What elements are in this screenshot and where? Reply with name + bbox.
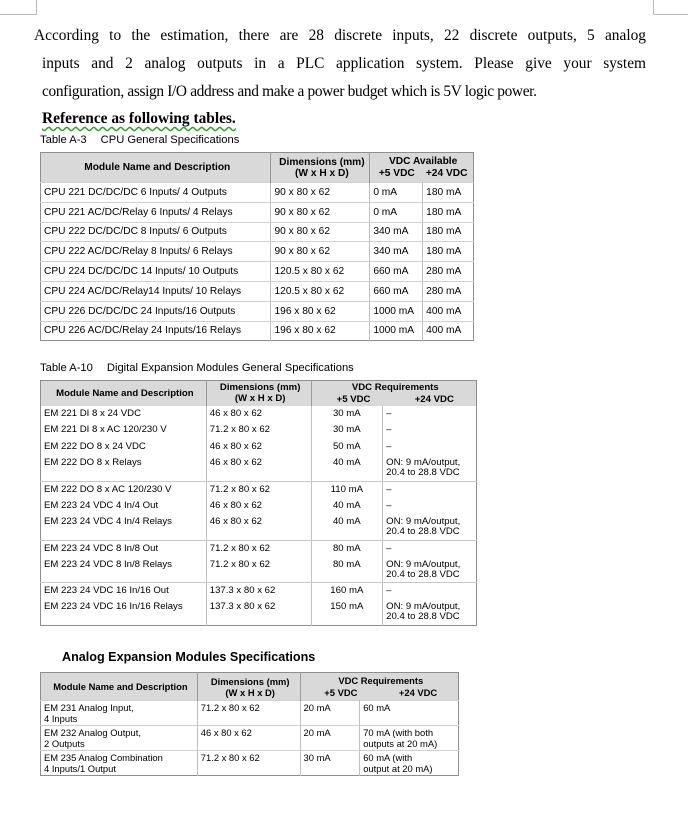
cell-5vdc: 1000 mA [370, 301, 423, 321]
header-5vdc: +5 VDC [378, 168, 415, 179]
table-row [41, 726, 459, 751]
header-dimensions: Dimensions (mm) (W x H x D) [271, 153, 370, 183]
cell-24vdc: 60 mA (with output at 20 mA) [363, 752, 433, 774]
table-row [41, 498, 477, 515]
page-corner-mark-left [0, 0, 37, 15]
table-a10-caption [40, 362, 354, 374]
cell-5vdc: 20 mA [300, 701, 360, 726]
cell-module-name: EM 221 DI 8 x 24 VDC [41, 406, 207, 423]
cell-module-name: CPU 224 DC/DC/DC 14 Inputs/ 10 Outputs [41, 262, 271, 282]
cell-dimensions: 46 x 80 x 62 [206, 406, 311, 423]
cell-module-name: EM 223 24 VDC 8 In/8 Relays [41, 557, 207, 583]
cell-dimensions: 71.2 x 80 x 62 [197, 751, 300, 776]
cell-24vdc: – [386, 483, 392, 495]
cell-dimensions: 71.2 x 80 x 62 [206, 557, 311, 583]
header-dimensions: Dimensions (mm) (W x H x D) [197, 673, 300, 701]
table-row [41, 242, 474, 262]
header-vdc-requirements: VDC Requirements +5 VDC +24 VDC [324, 675, 438, 698]
cell-24vdc: – [386, 424, 392, 435]
cell-24vdc: ON: 9 mA/output, 20.4 to 28.8 VDC [383, 514, 477, 540]
table-row [41, 439, 477, 456]
cell-24vdc: 400 mA [426, 305, 462, 317]
table-header-row [41, 381, 477, 406]
digital-expansion-table [40, 380, 477, 626]
header-vdc-requirements: VDC Requirements +5 VDC +24 VDC [336, 381, 454, 405]
cell-5vdc: 150 mA [311, 599, 383, 625]
cell-module-name: EM 223 24 VDC 16 In/16 Out [41, 583, 207, 600]
question-line: inputs and 2 analog outputs in a PLC application system. Please give your system [42, 55, 646, 72]
cell-24vdc: 280 mA [426, 285, 462, 297]
cell-24vdc: – [386, 499, 392, 511]
cell-dimensions: 90 x 80 x 62 [271, 222, 370, 242]
table-row [41, 222, 474, 242]
cell-module-name: EM 223 24 VDC 4 In/4 Relays [41, 514, 207, 540]
table-a3-title: CPU General Specifications [100, 134, 240, 146]
table-header-row [41, 153, 474, 183]
table-row [41, 422, 477, 439]
reference-heading: Reference as following tables. [42, 110, 236, 127]
cell-24vdc: – [386, 407, 392, 419]
cell-module-name: CPU 221 AC/DC/Relay 6 Inputs/ 4 Relays [41, 202, 271, 222]
cell-dimensions: 71.2 x 80 x 62 [206, 422, 311, 439]
cell-module-name: EM 232 Analog Output, 2 Outputs [41, 726, 198, 751]
cell-5vdc: 40 mA [311, 514, 383, 540]
cell-5vdc: 160 mA [311, 583, 383, 600]
cell-module-name: EM 223 24 VDC 16 In/16 Relays [41, 599, 207, 625]
question-line: configuration, assign I/O address and make a power budget which is 5V logic power. [42, 83, 537, 100]
cell-24vdc: – [386, 585, 392, 596]
cell-24vdc: 280 mA [426, 266, 462, 278]
cell-5vdc: 30 mA [311, 406, 383, 423]
cell-24vdc: – [386, 542, 392, 554]
cell-dimensions: 46 x 80 x 62 [206, 439, 311, 456]
cell-5vdc: 660 mA [370, 281, 423, 301]
cell-dimensions: 137.3 x 80 x 62 [206, 599, 311, 625]
cell-5vdc: 30 mA [311, 422, 383, 439]
table-row [41, 557, 477, 583]
cell-dimensions: 90 x 80 x 62 [271, 242, 370, 262]
cell-dimensions: 196 x 80 x 62 [271, 321, 370, 341]
cell-module-name: EM 221 DI 8 x AC 120/230 V [41, 422, 207, 439]
cell-5vdc: 0 mA [370, 183, 423, 203]
table-row [41, 202, 474, 222]
question-line: According to the estimation, there are 28 discrete inputs, 22 discrete outputs, 5 analog [34, 27, 646, 44]
cell-24vdc: 180 mA [426, 206, 462, 218]
cell-24vdc: ON: 9 mA/output, 20.4 to 28.8 VDC [383, 557, 477, 583]
table-row [41, 281, 474, 301]
cell-24vdc: ON: 9 mA/output, 20.4 to 28.8 VDC [383, 455, 477, 481]
cell-module-name: EM 222 DO 8 x AC 120/230 V [41, 481, 207, 498]
cell-module-name: CPU 226 DC/DC/DC 24 Inputs/16 Outputs [41, 301, 271, 321]
table-row [41, 583, 477, 600]
table-row [41, 183, 474, 203]
table-a3-label: Table A-3 [40, 134, 87, 146]
cell-24vdc: 180 mA [426, 246, 462, 258]
cell-24vdc: 180 mA [426, 186, 462, 198]
header-dimensions: Dimensions (mm) (W x H x D) [206, 381, 311, 406]
cell-module-name: EM 223 24 VDC 8 In/8 Out [41, 540, 207, 557]
cell-5vdc: 40 mA [311, 498, 383, 515]
table-row [41, 481, 477, 498]
cell-5vdc: 1000 mA [370, 321, 423, 341]
cpu-specs-table [40, 152, 474, 341]
cell-dimensions: 46 x 80 x 62 [206, 455, 311, 481]
cell-dimensions: 120.5 x 80 x 62 [271, 281, 370, 301]
cell-5vdc: 20 mA [300, 726, 360, 751]
table-row [41, 321, 474, 341]
cell-dimensions: 46 x 80 x 62 [206, 498, 311, 515]
cell-5vdc: 40 mA [311, 455, 383, 481]
table-a10-label: Table A-10 [40, 362, 93, 374]
cell-module-name: EM 231 Analog Input, 4 Inputs [41, 701, 198, 726]
cell-dimensions: 120.5 x 80 x 62 [271, 262, 370, 282]
table-row [41, 455, 477, 481]
cell-dimensions: 137.3 x 80 x 62 [206, 583, 311, 600]
cell-dimensions: 90 x 80 x 62 [271, 202, 370, 222]
header-24vdc: +24 VDC [398, 687, 438, 698]
cell-module-name: CPU 226 AC/DC/Relay 24 Inputs/16 Relays [41, 321, 271, 341]
header-24vdc: +24 VDC [425, 168, 468, 179]
header-module-name: Module Name and Description [41, 673, 198, 701]
page-corner-mark-right [653, 0, 688, 15]
cell-5vdc: 30 mA [300, 751, 360, 776]
cell-24vdc: – [386, 440, 392, 452]
table-row [41, 406, 477, 423]
cell-24vdc: 70 mA (with both outputs at 20 mA) [363, 727, 438, 749]
header-module-name: Module Name and Description [41, 153, 271, 183]
cell-5vdc: 0 mA [370, 202, 423, 222]
cell-5vdc: 340 mA [370, 222, 423, 242]
cell-5vdc: 80 mA [311, 557, 383, 583]
cell-dimensions: 71.2 x 80 x 62 [206, 540, 311, 557]
table-row [41, 751, 459, 776]
table-row [41, 599, 477, 625]
cell-module-name: CPU 222 AC/DC/Relay 8 Inputs/ 6 Relays [41, 242, 271, 262]
header-module-name: Module Name and Description [41, 381, 207, 406]
question-text [34, 22, 646, 106]
cell-module-name: EM 222 DO 8 x 24 VDC [41, 439, 207, 456]
table-row [41, 514, 477, 540]
table-row [41, 540, 477, 557]
cell-5vdc: 50 mA [311, 439, 383, 456]
cell-module-name: CPU 222 DC/DC/DC 8 Inputs/ 6 Outputs [41, 222, 271, 242]
cell-dimensions: 71.2 x 80 x 62 [197, 701, 300, 726]
header-24vdc: +24 VDC [414, 393, 454, 405]
analog-table-title: Analog Expansion Modules Specifications [62, 650, 316, 664]
cell-5vdc: 340 mA [370, 242, 423, 262]
table-header-row [41, 673, 459, 701]
header-vdc-available: VDC Available +5 VDC +24 VDC [378, 156, 468, 179]
cell-dimensions: 46 x 80 x 62 [197, 726, 300, 751]
table-a10-title: Digital Expansion Modules General Specifications [106, 362, 354, 374]
cell-24vdc: 180 mA [426, 226, 462, 238]
cell-24vdc: 60 mA [363, 702, 391, 713]
cell-module-name: EM 223 24 VDC 4 In/4 Out [41, 498, 207, 515]
cell-module-name: CPU 221 DC/DC/DC 6 Inputs/ 4 Outputs [41, 183, 271, 203]
header-5vdc: +5 VDC [324, 687, 358, 698]
cell-module-name: EM 222 DO 8 x Relays [41, 455, 207, 481]
table-row [41, 262, 474, 282]
cell-module-name: CPU 224 AC/DC/Relay14 Inputs/ 10 Relays [41, 281, 271, 301]
cell-dimensions: 46 x 80 x 62 [206, 514, 311, 540]
cell-dimensions: 90 x 80 x 62 [271, 183, 370, 203]
cell-24vdc: ON: 9 mA/output, 20.4 to 28.8 VDC [386, 601, 461, 622]
cell-module-name: EM 235 Analog Combination 4 Inputs/1 Output [41, 751, 198, 776]
table-row [41, 701, 459, 726]
header-5vdc: +5 VDC [336, 393, 371, 405]
table-row [41, 301, 474, 321]
cell-24vdc: 400 mA [426, 325, 462, 337]
cell-5vdc: 80 mA [311, 540, 383, 557]
table-a3-caption [40, 134, 239, 146]
cell-5vdc: 110 mA [311, 481, 383, 498]
analog-expansion-table [40, 672, 459, 776]
cell-dimensions: 196 x 80 x 62 [271, 301, 370, 321]
cell-5vdc: 660 mA [370, 262, 423, 282]
cell-dimensions: 71.2 x 80 x 62 [206, 481, 311, 498]
